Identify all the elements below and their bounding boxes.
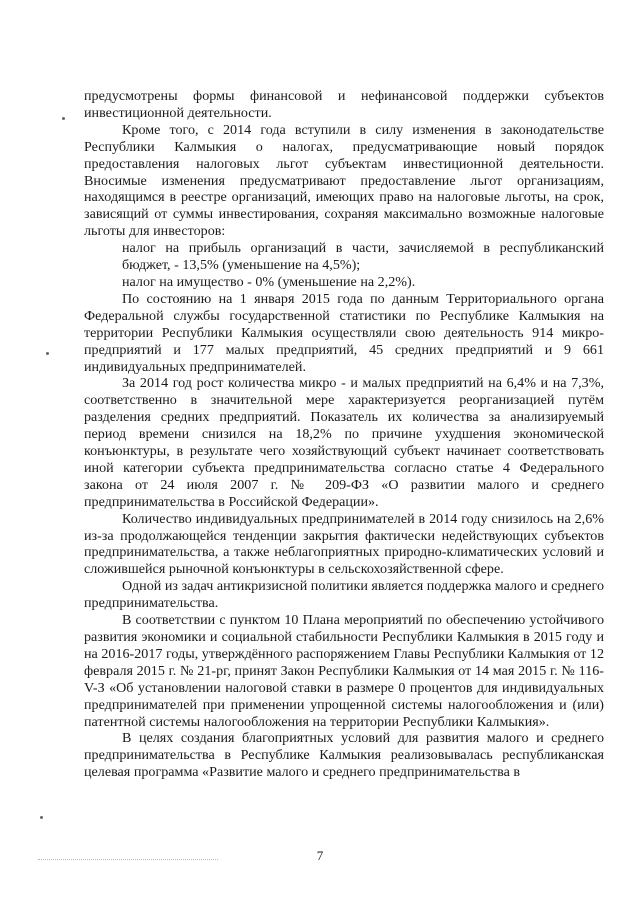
paragraph-target-program: В целях создания благоприятных условий для развития малого и среднего предпринимательства в Республике Калмыкия реализовывалась республиканская целевая программа «Развитие малого и среднего предпринимательства в — [84, 730, 604, 781]
scan-artifact-line — [38, 859, 218, 862]
paragraph-individual-entrepreneurs: Количество индивидуальных предпринимателей в 2014 году снизилось на 2,6% из-за продолжающейся тенденции закрытия фактически недействующих субъектов предпринимательства, а также неблагоприятных природно-климатических условий и сложившейся рыночной конъюнктуры в сельскохозяйственной сфере. — [84, 510, 604, 578]
paragraph-support-forms: предусмотрены формы финансовой и нефинансовой поддержки субъектов инвестиционной деятельности. — [84, 88, 604, 121]
paragraph-tax-law-changes: Кроме того, с 2014 года вступили в силу изменения в законодательстве Республики Калмыкия о налогах, предусматривающие новый порядок предоставления налоговых льгот субъектам инвестиционной деятельности. Вносимые изменения предусматривают предоставление льгот организациям, находящимся в реестре организаций, имеющих право на налоговые льготы, на срок, зависящий от суммы инвестирования, сохраняя максимально возможные налоговые льготы для инвесторов: — [84, 121, 604, 240]
list-item-property-tax: налог на имущество - 0% (уменьшение на 2,2%). — [122, 273, 416, 290]
list-item-profit-tax: налог на прибыль организаций в части, зачисляемой в республиканский бюджет, - 13,5% (уменьшение на 4,5%); — [122, 240, 604, 274]
scan-artifact-dot — [46, 352, 49, 355]
page-number: 7 — [316, 848, 324, 863]
scan-artifact-dot — [62, 117, 65, 120]
document-body — [84, 88, 604, 781]
paragraph-anticrisis-policy: Одной из задач антикризисной политики является поддержка малого и среднего предпринимательства. — [84, 578, 604, 612]
paragraph-zero-tax-law: В соответствии с пунктом 10 Плана мероприятий по обеспечению устойчивого развития экономики и социальной стабильности Республики Калмыкия в 2015 году и на 2016-2017 годы, утверждённого распоряжением Главы Республики Калмыкия от 12 февраля 2015 г. № 21-рг, принят Закон Республики Калмыкия от 14 мая 2015 г. № 116-V-З «Об установлении налоговой ставки в размере 0 процентов для индивидуальных предпринимателей при применении упрощенной системы налогообложения и (или) патентной системы налогообложения на территории Республики Калмыкия». — [84, 612, 604, 730]
paragraph-enterprise-statistics: По состоянию на 1 января 2015 года по данным Территориального органа Федеральной службы государственной статистики по Республике Калмыкия на территории Республики Калмыкия осуществляли свою деятельность 914 микро-предприятий и 177 малых предприятий, 45 средних предприятий и 9 661 индивидуальных предпринимателей. — [84, 290, 604, 375]
paragraph-growth-2014: За 2014 год рост количества микро - и малых предприятий на 6,4% и на 7,3%, соответственно в значительной мере характеризуется реорганизацией путём разделения средних предприятий. Показатель их количества за анализируемый период времени снизился на 18,2% по причине ухудшения экономической конъюнктуры, в результате чего хозяйствующий субъект начинает соответствовать иной категории субъекта предпринимательства согласно статье 4 Федерального закона от 24 июля 2007 г. № 209-ФЗ «О развитии малого и среднего предпринимательства в Российской Федерации». — [84, 375, 604, 510]
scan-artifact-dot — [40, 816, 43, 819]
